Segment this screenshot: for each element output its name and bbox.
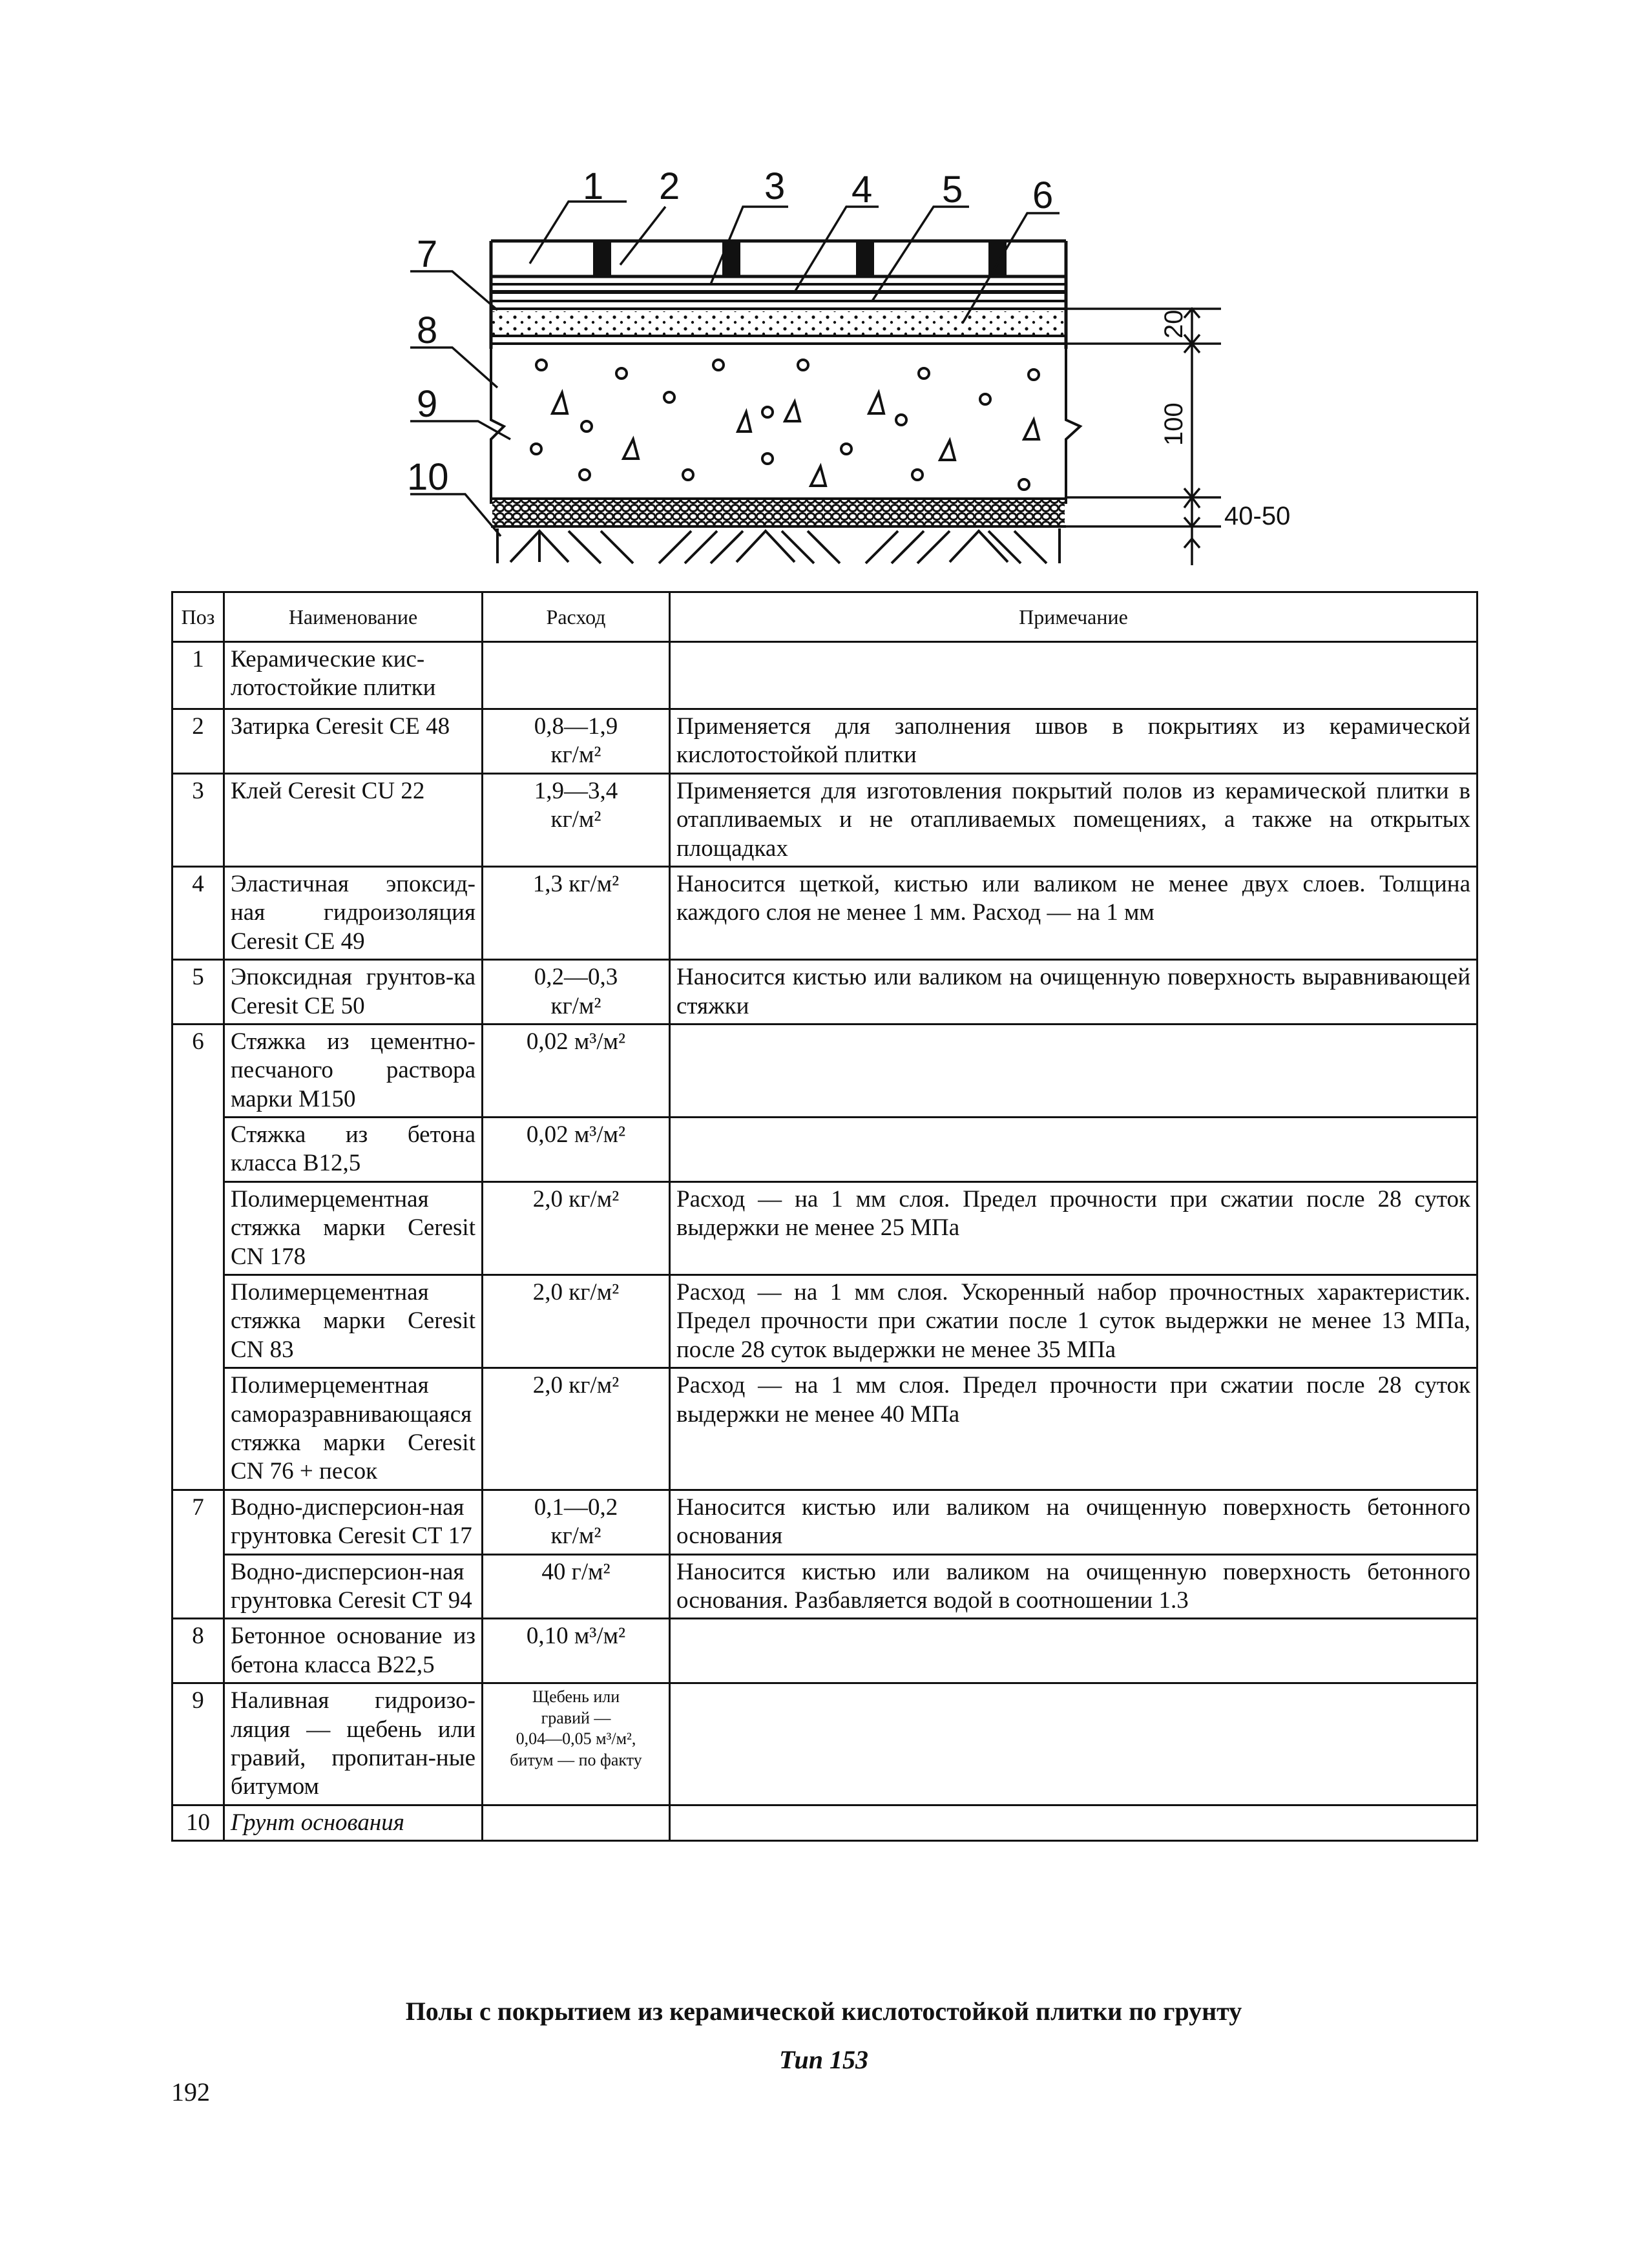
row-pos: 7: [172, 1490, 224, 1619]
gravel-layer: [492, 499, 1065, 526]
table-row: [172, 1554, 1478, 1619]
callout-5: 5: [942, 169, 963, 211]
floor-section-diagram: [0, 0, 1650, 581]
dimension-screed: 20: [1160, 309, 1188, 338]
row-note: [670, 1024, 1478, 1117]
table-row: [172, 1490, 1478, 1554]
dimension-base: 100: [1160, 402, 1188, 446]
row-name: Полимерцементная стяжка марки Ceresit CN 83: [224, 1275, 483, 1368]
table-row: [172, 1275, 1478, 1368]
col-header-note: Примечание: [670, 592, 1478, 642]
row-note: Наносится кистью или валиком на очищенную поверхность бетонного основания. Разбавляется водой в соотношении 1.3: [670, 1554, 1478, 1619]
col-header-rate: Расход: [483, 592, 670, 642]
page-number: 192: [171, 2077, 210, 2107]
row-note: [670, 1683, 1478, 1805]
dimension-lines: [1066, 309, 1221, 565]
row-rate: 2,0 кг/м²: [483, 1368, 670, 1490]
callout-3: 3: [764, 165, 786, 207]
row-note: Наносится щеткой, кистью или валиком не менее двух слоев. Толщина каждого слоя не менее 1 мм. Расход — на 1 мм: [670, 866, 1478, 959]
row-note: [670, 1619, 1478, 1683]
page-title: Полы с покрытием из керамической кислотостойкой плитки по грунту: [405, 1997, 1242, 2026]
callout-6: 6: [1032, 174, 1054, 216]
grout-joints: [593, 241, 1007, 276]
row-name: Грунт основания: [224, 1805, 483, 1840]
col-header-pos: Поз: [172, 592, 224, 642]
table-row: [172, 866, 1478, 959]
row-name: Керамические кис- лотостойкие плитки: [224, 642, 483, 709]
row-name: Эпоксидная грунтов-ка Ceresit CE 50: [224, 960, 483, 1025]
table-row: [172, 1683, 1478, 1805]
row-name: Полимерцементная саморазравнивающаяся стяжка марки Ceresit CN 76 + песок: [224, 1368, 483, 1490]
row-name: Бетонное основание из бетона класса В22,5: [224, 1619, 483, 1683]
row-name: Клей Ceresit CU 22: [224, 773, 483, 866]
callout-4: 4: [851, 169, 873, 211]
materials-table: [171, 591, 1478, 1842]
row-pos: 3: [172, 773, 224, 866]
row-pos: 6: [172, 1024, 224, 1490]
row-name: Затирка Ceresit CE 48: [224, 709, 483, 774]
row-rate: Щебень или гравий — 0,04—0,05 м³/м², битум — по факту: [483, 1683, 670, 1805]
row-note: Расход — на 1 мм слоя. Предел прочности при сжатии после 28 суток выдержки не менее 40 МПа: [670, 1368, 1478, 1490]
row-rate: 1,3 кг/м²: [483, 866, 670, 959]
dimension-gravel: 40-50: [1224, 502, 1291, 530]
table-row: [172, 773, 1478, 866]
callout-10: 10: [407, 456, 449, 498]
row-note: Применяется для изготовления покрытий полов из керамической плитки в отапливаемых и не отапливаемых помещениях, а также на открытых площадках: [670, 773, 1478, 866]
table-row: [172, 960, 1478, 1025]
table-row: [172, 1024, 1478, 1117]
row-note: Наносится кистью или валиком на очищенную поверхность выравнивающей стяжки: [670, 960, 1478, 1025]
row-rate: [483, 642, 670, 709]
table-row: [172, 1619, 1478, 1683]
row-rate: 2,0 кг/м²: [483, 1181, 670, 1274]
row-pos: 10: [172, 1805, 224, 1840]
table-row: [172, 1118, 1478, 1182]
callout-9: 9: [417, 383, 438, 425]
col-header-name: Наименование: [224, 592, 483, 642]
row-pos: 2: [172, 709, 224, 774]
table-row: [172, 1805, 1478, 1840]
adhesive-waterproofing-layers: [491, 284, 1066, 309]
row-name: Водно-дисперсион-ная грунтовка Ceresit СТ 94: [224, 1554, 483, 1619]
row-rate: 2,0 кг/м²: [483, 1275, 670, 1368]
row-note: Наносится кистью или валиком на очищенную поверхность бетонного основания: [670, 1490, 1478, 1554]
row-pos: 4: [172, 866, 224, 959]
row-name: Стяжка из бетона класса В12,5: [224, 1118, 483, 1182]
table-row: [172, 1368, 1478, 1490]
row-name: Стяжка из цементно-песчаного раствора марки М150: [224, 1024, 483, 1117]
row-rate: 0,02 м³/м²: [483, 1024, 670, 1117]
callout-2: 2: [659, 165, 680, 207]
row-rate: 0,02 м³/м²: [483, 1118, 670, 1182]
row-rate: 0,2—0,3 кг/м²: [483, 960, 670, 1025]
row-rate: 0,1—0,2 кг/м²: [483, 1490, 670, 1554]
callout-1: 1: [583, 165, 604, 207]
row-rate: [483, 1805, 670, 1840]
row-note: [670, 1805, 1478, 1840]
row-name: Эластичная эпоксид-ная гидроизоляция Ceresit CE 49: [224, 866, 483, 959]
table-row: [172, 1181, 1478, 1274]
row-name: Полимерцементная стяжка марки Ceresit CN 178: [224, 1181, 483, 1274]
row-note: Применяется для заполнения швов в покрытиях из керамической кислотостойкой плитки: [670, 709, 1478, 774]
callout-7: 7: [417, 233, 438, 275]
row-rate: 40 г/м²: [483, 1554, 670, 1619]
row-rate: 1,9—3,4 кг/м²: [483, 773, 670, 866]
screed-layer: [492, 311, 1065, 335]
row-rate: 0,10 м³/м²: [483, 1619, 670, 1683]
row-name: Водно-дисперсион-ная грунтовка Ceresit СТ 17: [224, 1490, 483, 1554]
row-note: Расход — на 1 мм слоя. Ускоренный набор прочностных характеристик. Предел прочности при сжатии после 1 суток выдержки не менее 13 МПа, после 28 суток выдержки не менее 35 МПа: [670, 1275, 1478, 1368]
row-note: [670, 642, 1478, 709]
floor-type-label: Тип 153: [779, 2045, 868, 2074]
row-pos: 1: [172, 642, 224, 709]
table-row: [172, 709, 1478, 774]
row-pos: 5: [172, 960, 224, 1025]
row-pos: 8: [172, 1619, 224, 1683]
row-pos: 9: [172, 1683, 224, 1805]
row-note: [670, 1118, 1478, 1182]
soil-hatching: [497, 528, 1060, 563]
row-name: Наливная гидроизо-ляция — щебень или гравий, пропитан-ные битумом: [224, 1683, 483, 1805]
table-header-row: [172, 592, 1478, 642]
row-note: Расход — на 1 мм слоя. Предел прочности при сжатии после 28 суток выдержки не менее 25 МПа: [670, 1181, 1478, 1274]
callout-8: 8: [417, 309, 438, 351]
concrete-base-layer: [491, 349, 1080, 504]
table-row: [172, 642, 1478, 709]
row-rate: 0,8—1,9 кг/м²: [483, 709, 670, 774]
